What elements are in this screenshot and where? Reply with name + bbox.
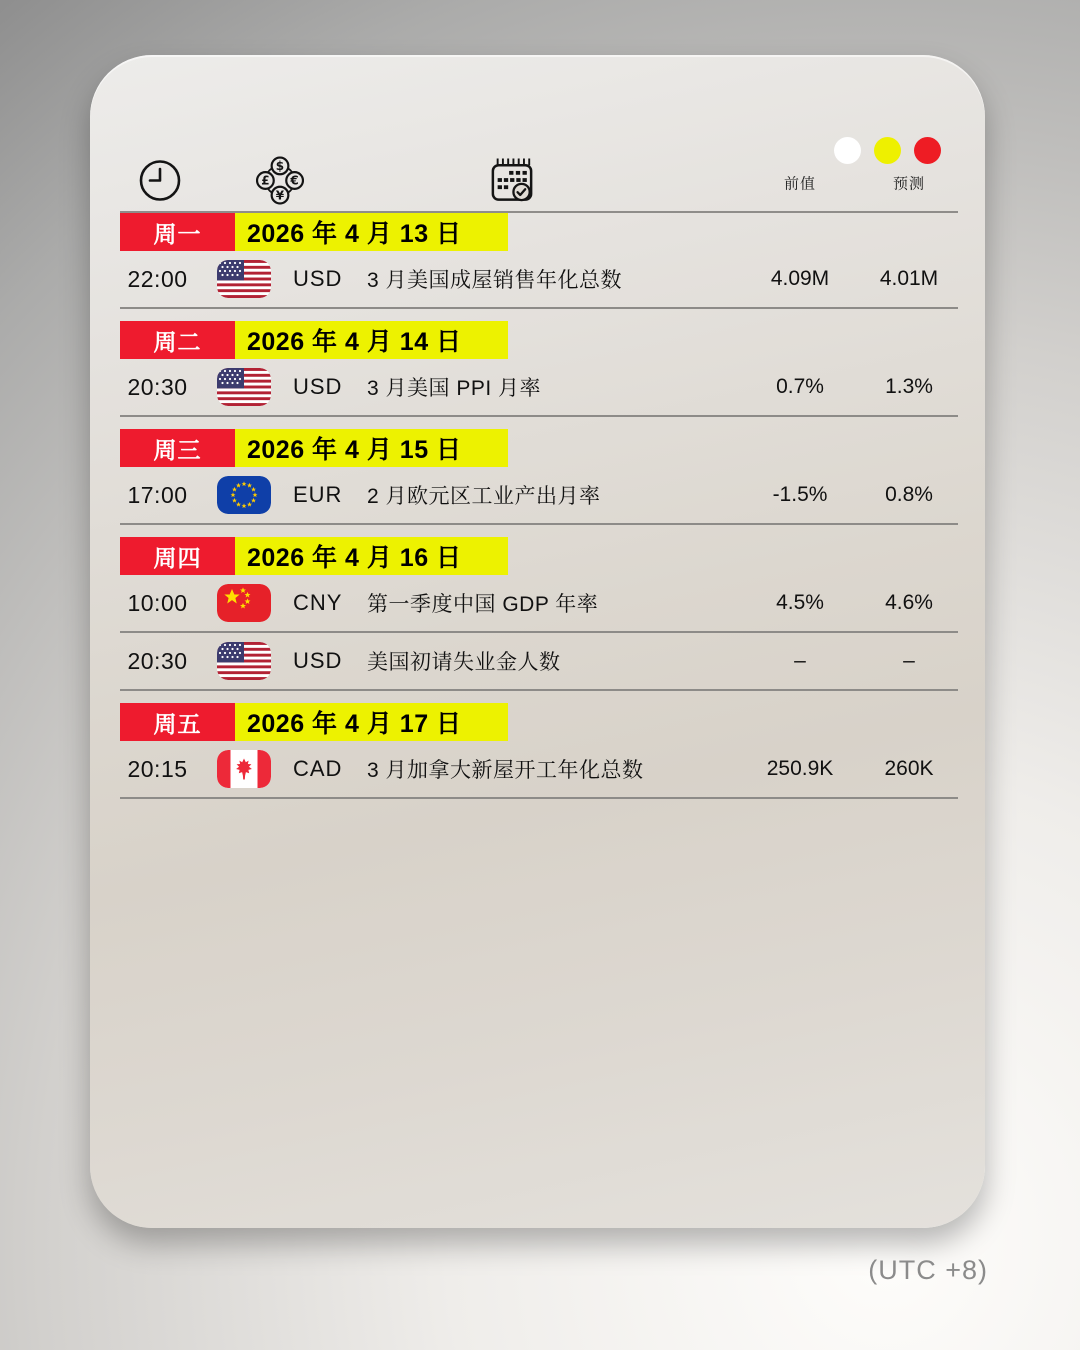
table-header <box>120 155 958 213</box>
event-time: 20:30 <box>127 373 188 400</box>
canada-flag-icon <box>217 750 273 788</box>
day-header-thursday <box>120 537 508 575</box>
calendar-check-icon <box>490 158 534 209</box>
column-header-previous: 前值 <box>783 175 816 193</box>
svg-text:€: € <box>290 173 299 188</box>
forecast-value: 4.01M <box>879 267 939 290</box>
weekday-badge: 周五 <box>120 703 235 741</box>
weekday-badge: 周二 <box>120 321 235 359</box>
weekday-badge: 周四 <box>120 537 235 575</box>
event-time: 20:30 <box>127 647 188 674</box>
event-row <box>120 633 958 691</box>
date-highlight: 2026 年 4 月 13 日 <box>235 213 508 251</box>
event-name: 3 月加拿大新屋开工年化总数 <box>367 759 644 782</box>
date-highlight: 2026 年 4 月 15 日 <box>235 429 508 467</box>
china-flag-icon <box>217 584 273 622</box>
weekday-badge: 周一 <box>120 213 235 251</box>
event-row <box>120 741 958 799</box>
event-time: 22:00 <box>127 265 188 292</box>
currency-code: CAD <box>293 756 343 781</box>
day-header-wednesday <box>120 429 508 467</box>
forecast-value: 1.3% <box>885 375 933 398</box>
day-header-friday <box>120 703 508 741</box>
previous-value: 4.09M <box>770 267 830 290</box>
currency-code: USD <box>293 374 343 399</box>
us-flag-icon <box>217 260 273 298</box>
previous-value: 250.9K <box>766 757 834 780</box>
forecast-value: 260K <box>884 757 934 780</box>
event-row <box>120 575 958 633</box>
event-time: 10:00 <box>127 589 188 616</box>
day-header-tuesday <box>120 321 508 359</box>
column-header-forecast: 预测 <box>892 175 925 193</box>
currency-code: CNY <box>293 590 343 615</box>
event-name: 2 月欧元区工业产出月率 <box>367 485 601 508</box>
event-row <box>120 359 958 417</box>
svg-text:£: £ <box>261 173 270 188</box>
forecast-value: 4.6% <box>885 591 933 614</box>
timezone-note: (UTC +8) <box>868 1255 988 1285</box>
event-name: 3 月美国成屋销售年化总数 <box>367 269 623 292</box>
event-name: 美国初请失业金人数 <box>367 651 561 674</box>
day-header-monday <box>120 213 508 251</box>
event-name: 第一季度中国 GDP 年率 <box>367 593 599 616</box>
date-highlight: 2026 年 4 月 16 日 <box>235 537 508 575</box>
currency-code: EUR <box>293 482 343 507</box>
currency-exchange-icon <box>256 157 304 210</box>
forecast-value: – <box>903 649 915 672</box>
svg-text:¥: ¥ <box>275 188 285 203</box>
us-flag-icon <box>217 642 273 680</box>
event-time: 17:00 <box>127 481 188 508</box>
event-name: 3 月美国 PPI 月率 <box>367 377 542 400</box>
previous-value: -1.5% <box>772 483 828 506</box>
currency-code: USD <box>293 648 343 673</box>
date-highlight: 2026 年 4 月 17 日 <box>235 703 508 741</box>
currency-code: USD <box>293 266 343 291</box>
previous-value: 4.5% <box>776 591 824 614</box>
event-time: 20:15 <box>127 755 188 782</box>
previous-value: – <box>794 649 806 672</box>
event-row <box>120 467 958 525</box>
svg-text:$: $ <box>275 159 285 174</box>
eu-flag-icon <box>217 476 273 514</box>
calendar-card <box>90 55 985 1228</box>
forecast-value: 0.8% <box>885 483 933 506</box>
date-highlight: 2026 年 4 月 14 日 <box>235 321 508 359</box>
event-row <box>120 251 958 309</box>
clock-icon <box>138 159 182 208</box>
previous-value: 0.7% <box>776 375 824 398</box>
weekday-badge: 周三 <box>120 429 235 467</box>
us-flag-icon <box>217 368 273 406</box>
